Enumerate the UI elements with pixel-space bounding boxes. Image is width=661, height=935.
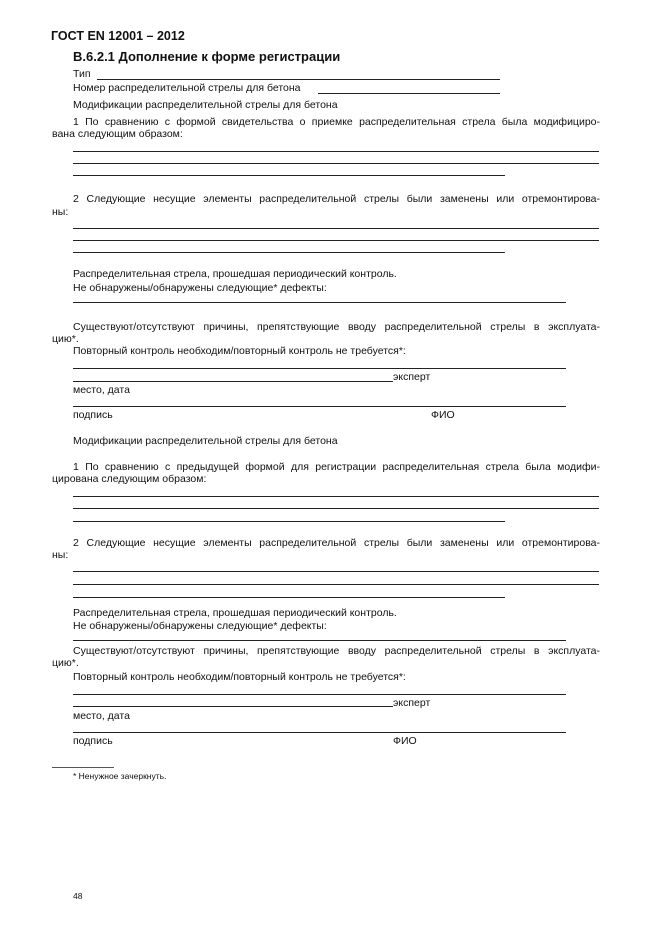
fill-line[interactable]: [73, 571, 599, 572]
modifications-heading: Модификации распределительной стрелы для бетона: [73, 99, 338, 111]
signature-fill-line[interactable]: [73, 406, 566, 407]
expert-label: эксперт: [393, 371, 431, 383]
recheck-text: Повторный контроль необходим/повторный контроль не требуется*:: [73, 671, 406, 683]
document-standard-header: ГОСТ EN 12001 – 2012: [51, 29, 185, 43]
reasons-text: Существуют/отсутствуют причины, препятствующие вводу распределительной стрелы в эксплуата-: [73, 321, 600, 333]
item2-text-cont: ны:: [52, 549, 69, 561]
footnote: * Ненужное зачеркнуть.: [73, 771, 167, 781]
item1-text: 1 По сравнению с формой свидетельства о приемке распределительная стрела была модифициро-: [73, 116, 600, 128]
item1-text-cont: цирована следующим образом:: [52, 473, 207, 485]
fio-label: ФИО: [431, 409, 455, 421]
signature-label: подпись: [73, 409, 113, 421]
footnote-divider: [52, 767, 114, 768]
type-fill-line[interactable]: [97, 79, 500, 80]
place-date-label: место, дата: [73, 384, 130, 396]
item2-text: 2 Следующие несущие элементы распределительной стрелы были заменены или отремонтирова-: [73, 537, 600, 549]
fill-line[interactable]: [73, 252, 505, 253]
fio-label: ФИО: [393, 735, 417, 747]
inspection-text: Распределительная стрела, прошедшая периодический контроль.: [73, 607, 397, 619]
reasons-text-cont: цию*.: [52, 333, 79, 345]
signature-fill-line[interactable]: [73, 732, 566, 733]
item1-text-cont: вана следующим образом:: [52, 128, 183, 140]
defects-fill-line[interactable]: [73, 640, 566, 641]
section-title: В.6.2.1 Дополнение к форме регистрации: [73, 49, 341, 64]
expert-fill-line[interactable]: [73, 706, 393, 707]
item2-text: 2 Следующие несущие элементы распределительной стрелы были заменены или отремонтирова-: [73, 193, 600, 205]
boom-number-fill-line[interactable]: [318, 93, 500, 94]
reasons-text: Существуют/отсутствуют причины, препятствующие вводу распределительной стрелы в эксплуата-: [73, 645, 600, 657]
item2-text-cont: ны:: [52, 206, 69, 218]
fill-line[interactable]: [73, 163, 599, 164]
fill-line[interactable]: [73, 496, 599, 497]
fill-line[interactable]: [73, 368, 566, 369]
place-date-label: место, дата: [73, 710, 130, 722]
fill-line[interactable]: [73, 508, 599, 509]
item1-text: 1 По сравнению с предыдущей формой для регистрации распределительная стрела была модифи-: [73, 461, 600, 473]
boom-number-label: Номер распределительной стрелы для бетона: [73, 82, 301, 94]
defects-text: Не обнаружены/обнаружены следующие* дефекты:: [73, 282, 327, 294]
fill-line[interactable]: [73, 597, 505, 598]
fill-line[interactable]: [73, 228, 599, 229]
type-label: Тип: [73, 68, 91, 80]
signature-label: подпись: [73, 735, 113, 747]
page-number: 48: [73, 891, 83, 901]
fill-line[interactable]: [73, 240, 599, 241]
reasons-text-cont: цию*.: [52, 657, 79, 669]
fill-line[interactable]: [73, 521, 505, 522]
defects-text: Не обнаружены/обнаружены следующие* дефекты:: [73, 620, 327, 632]
expert-fill-line[interactable]: [73, 381, 393, 382]
inspection-text: Распределительная стрела, прошедшая периодический контроль.: [73, 268, 397, 280]
fill-line[interactable]: [73, 151, 599, 152]
fill-line[interactable]: [73, 584, 599, 585]
modifications-heading: Модификации распределительной стрелы для бетона: [73, 435, 338, 447]
fill-line[interactable]: [73, 694, 566, 695]
expert-label: эксперт: [393, 697, 431, 709]
defects-fill-line[interactable]: [73, 302, 566, 303]
fill-line[interactable]: [73, 175, 505, 176]
recheck-text: Повторный контроль необходим/повторный контроль не требуется*:: [73, 345, 406, 357]
